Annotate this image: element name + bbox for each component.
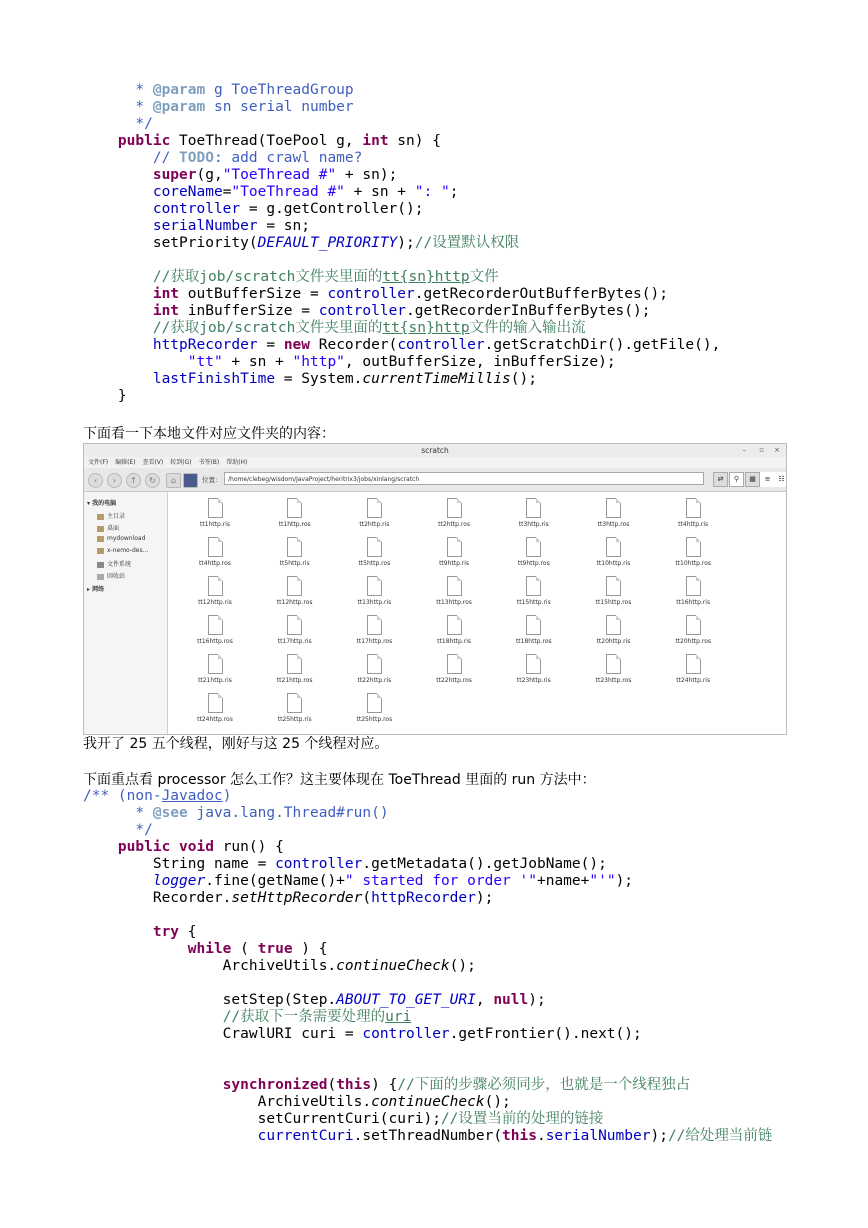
document-icon: [208, 615, 223, 635]
document-icon: [208, 537, 223, 557]
code-line: try {: [152, 924, 197, 940]
sidebar-header-network[interactable]: ▸ 网络: [87, 586, 105, 593]
code-line: [83, 975, 772, 992]
file-name: tt24http.ros: [197, 716, 233, 723]
code-line: currentCuri.setThreadNumber(this.serialNumber);//给处理当前链: [257, 1128, 773, 1144]
file-name: tt5http.ris: [279, 560, 310, 567]
document-icon: [686, 654, 701, 674]
sidebar-item-mydownload[interactable]: mydownload: [97, 535, 145, 542]
file-item[interactable]: [255, 615, 335, 645]
file-item[interactable]: [653, 498, 733, 528]
code-line: * @param g ToeThreadGroup: [83, 82, 354, 98]
file-name: tt5http.ros: [358, 560, 391, 567]
file-name: tt15http.ros: [595, 599, 632, 606]
menu-bookmarks[interactable]: 书签(B): [198, 459, 220, 466]
sidebar-item-filesystem[interactable]: 文件系统: [97, 559, 131, 568]
file-item[interactable]: [255, 498, 335, 528]
file-name: tt3http.ris: [518, 521, 549, 528]
file-name: tt20http.ris: [596, 638, 631, 645]
code-line: int inBufferSize = controller.getRecorderInBufferBytes();: [152, 303, 651, 319]
document-icon: [208, 693, 223, 713]
file-item[interactable]: [334, 498, 414, 528]
document-icon: [526, 576, 541, 596]
file-item[interactable]: [494, 615, 574, 645]
code-line: public ToeThread(ToePool g, int sn) {: [117, 133, 441, 149]
code-line: //获取job/scratch文件夹里面的tt{sn}http文件: [152, 269, 499, 285]
file-item[interactable]: [494, 498, 574, 528]
file-item[interactable]: [574, 654, 654, 684]
file-name: tt22http.ros: [436, 677, 472, 684]
file-item[interactable]: [494, 576, 574, 606]
file-item[interactable]: [255, 576, 335, 606]
file-manager-screenshot: [83, 443, 787, 735]
code-line: Recorder.setHttpRecorder(httpRecorder);: [83, 890, 494, 906]
document-icon: [367, 576, 382, 596]
maximize-icon[interactable]: ▫: [759, 446, 764, 454]
code-line: [83, 907, 772, 924]
document-icon: [606, 615, 621, 635]
file-name: tt9http.ros: [517, 560, 550, 567]
close-icon[interactable]: ×: [774, 446, 780, 454]
file-name: tt2http.ros: [438, 521, 471, 528]
file-name: tt17http.ris: [277, 638, 312, 645]
document-icon: [686, 537, 701, 557]
file-item[interactable]: [175, 537, 255, 567]
file-item[interactable]: [574, 537, 654, 567]
document-icon: [287, 615, 302, 635]
document-icon: [686, 576, 701, 596]
file-name: tt18http.ris: [437, 638, 471, 645]
code-block-run-method: [83, 788, 772, 1145]
computer-icon[interactable]: [183, 473, 198, 488]
code-line: "tt" + sn + "http", outBufferSize, inBufferSize);: [187, 354, 616, 370]
file-name: tt15http.ris: [516, 599, 551, 606]
file-name: tt21http.ros: [276, 677, 313, 684]
menu-view[interactable]: 查看(V): [142, 459, 164, 466]
file-item[interactable]: [255, 537, 335, 567]
file-item[interactable]: [653, 537, 733, 567]
document-icon: [367, 537, 382, 557]
file-name: tt25http.ros: [356, 716, 393, 723]
file-name: tt1http.ros: [278, 521, 311, 528]
document-icon: [208, 654, 223, 674]
file-item[interactable]: [334, 693, 414, 723]
code-line: serialNumber = sn;: [152, 218, 310, 234]
file-item[interactable]: [255, 693, 335, 723]
file-name: tt2http.ris: [359, 521, 390, 528]
file-item[interactable]: [414, 576, 494, 606]
drive-icon: [97, 562, 104, 568]
code-line: ArchiveUtils.continueCheck();: [83, 1094, 511, 1110]
folder-icon: [97, 526, 104, 532]
code-line: [83, 252, 720, 269]
file-name: tt4http.ris: [678, 521, 709, 528]
file-name: tt10http.ros: [675, 560, 712, 567]
file-item[interactable]: [175, 654, 255, 684]
menu-bar: [84, 457, 786, 468]
back-icon[interactable]: ‹: [88, 473, 103, 488]
code-line: [83, 1060, 772, 1077]
file-name: tt22http.ris: [357, 677, 392, 684]
file-item[interactable]: [255, 654, 335, 684]
sidebar-item-x-nemo[interactable]: x-nemo-des...: [97, 547, 148, 554]
file-name: tt9http.ris: [439, 560, 470, 567]
file-name: tt4http.ros: [199, 560, 231, 567]
file-name: tt21http.ris: [198, 677, 232, 684]
code-line: // TODO: add crawl name?: [152, 150, 363, 166]
file-item[interactable]: [175, 576, 255, 606]
document-icon: [367, 615, 382, 635]
code-line: synchronized(this) {//下面的步骤必须同步，也就是一个线程独占: [222, 1077, 691, 1093]
code-line: logger.fine(getName()+" started for order '"+name+"'");: [152, 873, 634, 889]
sidebar-item-home[interactable]: 主目录: [97, 511, 125, 520]
document-icon: [447, 654, 462, 674]
file-name: tt1http.ris: [199, 521, 230, 528]
file-name: tt25http.ris: [277, 716, 312, 723]
file-name: tt10http.ris: [596, 560, 631, 567]
code-line: * @param sn serial number: [83, 99, 354, 115]
file-name: tt13http.ros: [436, 599, 472, 606]
location-label: 位置：: [202, 476, 222, 484]
document-icon: [447, 576, 462, 596]
window-title: scratch: [421, 446, 449, 455]
document-icon: [287, 537, 302, 557]
paragraph-local-files: 下面看一下本地文件对应文件夹的内容：: [83, 426, 335, 442]
document-icon: [287, 693, 302, 713]
code-line: [83, 1043, 772, 1060]
file-name: tt20http.ros: [675, 638, 712, 645]
code-line: public void run() {: [117, 839, 284, 855]
document-icon: [287, 576, 302, 596]
file-name: tt3http.ros: [597, 521, 630, 528]
file-item[interactable]: [414, 498, 494, 528]
document-icon: [447, 615, 462, 635]
code-line: //获取job/scratch文件夹里面的tt{sn}http文件的输入输出流: [152, 320, 586, 336]
document-icon: [367, 654, 382, 674]
document-icon: [526, 615, 541, 635]
document-icon: [686, 615, 701, 635]
file-item[interactable]: [574, 498, 654, 528]
code-line: ArchiveUtils.continueCheck();: [83, 958, 476, 974]
file-item[interactable]: [494, 654, 574, 684]
paragraph-threads: 我开了 25 五个线程，刚好与这 25 个线程对应。: [83, 736, 389, 752]
code-line: lastFinishTime = System.currentTimeMillis();: [152, 371, 537, 387]
sidebar-item-desktop[interactable]: 桌面: [97, 523, 119, 532]
code-line: */: [83, 822, 153, 838]
code-line: }: [83, 388, 127, 404]
file-item[interactable]: [653, 654, 733, 684]
menu-file[interactable]: 文件(F): [88, 459, 109, 466]
file-item[interactable]: [175, 498, 255, 528]
code-line: setPriority(DEFAULT_PRIORITY);//设置默认权限: [83, 235, 520, 251]
code-line: CrawlURI curi = controller.getFrontier().next();: [83, 1026, 642, 1042]
file-item[interactable]: [334, 576, 414, 606]
document-icon: [287, 654, 302, 674]
document-icon: [208, 498, 223, 518]
file-name: tt16http.ris: [676, 599, 711, 606]
code-line: setCurrentCuri(curi);//设置当前的处理的链接: [83, 1111, 604, 1127]
sidebar: [84, 492, 168, 734]
document-icon: [447, 537, 462, 557]
file-name: tt12http.ros: [276, 599, 313, 606]
code-line: super(g,"ToeThread #" + sn);: [152, 167, 398, 183]
forward-icon[interactable]: ›: [107, 473, 122, 488]
code-line: * @see java.lang.Thread#run(): [83, 805, 389, 821]
file-item[interactable]: [414, 654, 494, 684]
file-item[interactable]: [653, 576, 733, 606]
code-line: httpRecorder = new Recorder(controller.getScratchDir().getFile(),: [152, 337, 721, 353]
file-name: tt13http.ris: [357, 599, 392, 606]
document-icon: [606, 537, 621, 557]
document-icon: [606, 576, 621, 596]
file-name: tt23http.ris: [516, 677, 551, 684]
code-block-toethread-constructor: [83, 82, 720, 405]
sidebar-header-computer[interactable]: ▾ 我的电脑: [87, 500, 117, 507]
file-name: tt24http.ris: [676, 677, 711, 684]
file-item[interactable]: [175, 693, 255, 723]
file-item[interactable]: [334, 654, 414, 684]
document-icon: [526, 654, 541, 674]
file-name: tt18http.ros: [515, 638, 552, 645]
search-icon[interactable]: ⚲: [729, 472, 744, 487]
minimize-icon[interactable]: –: [742, 446, 746, 454]
code-line: /** (non-Javadoc): [83, 788, 232, 804]
document-icon: [606, 654, 621, 674]
code-line: while ( true ) {: [187, 941, 328, 957]
code-line: String name = controller.getMetadata().getJobName();: [83, 856, 607, 872]
document-icon: [526, 537, 541, 557]
document-icon: [526, 498, 541, 518]
sidebar-item-trash[interactable]: 回收站: [97, 571, 125, 580]
document-icon: [208, 576, 223, 596]
trash-icon: [97, 574, 104, 580]
window-titlebar: [84, 444, 786, 457]
file-item[interactable]: [175, 615, 255, 645]
icon-view-icon[interactable]: ▦: [745, 472, 760, 487]
file-item[interactable]: [494, 537, 574, 567]
code-line: */: [83, 116, 153, 132]
toolbar: [84, 468, 786, 492]
file-item[interactable]: [574, 576, 654, 606]
file-item[interactable]: [334, 537, 414, 567]
file-item[interactable]: [414, 615, 494, 645]
compact-view-icon[interactable]: ☷: [774, 472, 787, 487]
file-item[interactable]: [653, 615, 733, 645]
code-line: setStep(Step.ABOUT_TO_GET_URI, null);: [83, 992, 546, 1008]
code-line: coreName="ToeThread #" + sn + ": ";: [152, 184, 459, 200]
folder-icon: [97, 536, 104, 542]
document-icon: [367, 693, 382, 713]
document-icon: [686, 498, 701, 518]
reload-icon[interactable]: ↻: [145, 473, 160, 488]
file-item[interactable]: [574, 615, 654, 645]
list-view-icon[interactable]: ≡: [760, 472, 775, 487]
file-name: tt16http.ros: [197, 638, 233, 645]
menu-help[interactable]: 帮助(H): [226, 459, 248, 466]
code-line: controller = g.getController();: [152, 201, 424, 217]
up-icon[interactable]: ↑: [126, 473, 141, 488]
file-name: tt12http.ris: [198, 599, 232, 606]
paragraph-processor: 下面重点看 processor 怎么工作？这主要体现在 ToeThread 里面的 run 方法中：: [83, 772, 596, 788]
file-grid: [168, 492, 786, 734]
document-icon: [447, 498, 462, 518]
document-icon: [606, 498, 621, 518]
folder-icon: [97, 548, 104, 554]
document-icon: [287, 498, 302, 518]
menu-edit[interactable]: 编辑(E): [115, 459, 136, 466]
menu-go[interactable]: 转到(G): [170, 459, 192, 466]
toggle-location-icon[interactable]: ⇄: [713, 472, 728, 487]
file-item[interactable]: [414, 537, 494, 567]
code-line: //获取下一条需要处理的uri: [222, 1009, 412, 1025]
location-field[interactable]: /home/clebeg/wisdom/JavaProject/heritrix3/jobs/xinlang/scratch: [224, 472, 704, 485]
folder-icon: [97, 514, 104, 520]
home-icon[interactable]: ⌂: [166, 473, 181, 488]
file-item[interactable]: [334, 615, 414, 645]
file-name: tt23http.ros: [595, 677, 632, 684]
code-line: int outBufferSize = controller.getRecorderOutBufferBytes();: [152, 286, 668, 302]
document-icon: [367, 498, 382, 518]
file-name: tt17http.ros: [356, 638, 393, 645]
